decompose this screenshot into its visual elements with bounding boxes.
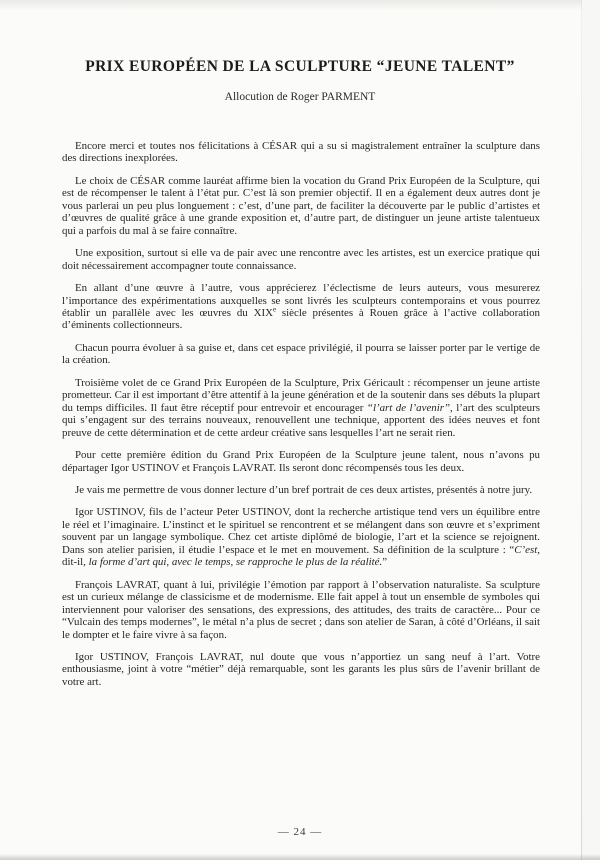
paragraph-segment: En allant d’une œuvre à l’autre, vous apprécierez l’éclectisme de leurs auteurs, vous mesurerez l’importance des expérimentations auxquelles se sont livrés les sculpteurs contemporains et vous pourrez établir un parallèle avec les œuvres du XIX bbox=[62, 282, 540, 319]
scan-right-margin bbox=[582, 0, 600, 860]
paragraph-segment: C’est bbox=[514, 543, 538, 556]
paragraph-segment: Troisième volet de ce Grand Prix Européen de la Sculpture, Prix Géricault : récompenser un jeune artiste prometteur. Car il est important d’être attentif à la jeune génération et de la soutenir dans ses débuts la plupart du temps difficiles. Il faut être réceptif pour entrevoir et encourager bbox=[62, 376, 540, 414]
paragraph-segment: “l’art de l’avenir” bbox=[366, 401, 451, 414]
paragraph-segment: ” bbox=[382, 556, 388, 569]
paragraph bbox=[62, 175, 540, 237]
paragraph-segment: Le choix de CÉSAR comme lauréat affirme bien la vocation du Grand Prix Européen de la Sculpture, qui est de récompenser le talent à l’état pur. C’est là son premier objectif. Il en a également deux autres dont je vous parlerai un peu plus longuement : c’est, d’une part, de faciliter la découverte par le public d’artistes et d’œuvres de qualité grâce à une grande exposition et, d’autre part, de distinguer un jeune artiste talentueux qui a parfois du mal à se faire connaître. bbox=[62, 174, 540, 237]
paragraph bbox=[62, 377, 540, 439]
page-edge-line bbox=[581, 0, 582, 860]
paragraph bbox=[62, 449, 540, 474]
paragraph-segment: la forme d’art qui, avec le temps, se rapproche le plus de la réalité. bbox=[88, 556, 383, 569]
document-body bbox=[62, 140, 540, 688]
paragraph bbox=[62, 651, 540, 688]
paragraph bbox=[62, 506, 540, 568]
paragraph bbox=[62, 579, 540, 641]
scan-bottom-shadow bbox=[0, 854, 600, 860]
paragraph-segment: Je vais me permettre de vous donner lecture d’un bref portrait de ces deux artistes, présentés à notre jury. bbox=[75, 483, 533, 496]
paragraph-segment: Pour cette première édition du Grand Prix Européen de la Sculpture jeune talent, nous n’avons pu départager Igor USTINOV et François LAVRAT. Ils seront donc récompensés tous les deux. bbox=[62, 449, 540, 474]
paragraph-segment: Chacun pourra évoluer à sa guise et, dans cet espace privilégié, il pourra se laisser porter par le vertige de la création. bbox=[62, 341, 540, 367]
paragraph-segment: Igor USTINOV, fils de l’acteur Peter USTINOV, dont la recherche artistique tend vers un équilibre entre le réel et l’imaginaire. L’instinct et le spirituel se rencontrent et se mélangent dans son œuvre et s’expriment souvent par un langage symbolique. Chez cet artiste diplômé de biologie, l’art et la science se rejoignent. Dans son atelier parisien, il étudie l’espace et le met en mouvement. Sa définition de la sculpture : “ bbox=[62, 506, 540, 556]
paragraph-segment: François LAVRAT, quant à lui, privilégie l’émotion par rapport à l’observation naturaliste. Sa sculpture est un curieux mélange de classicisme et de modernisme. Elle fait appel à tout un ensemble de symboles qui interviennent pour valoriser des sensations, des expressions, des attitudes, des traits de caractère... Pour ce “Vulcain des temps modernes”, le métal n’a plus de secret ; dans son atelier de Saran, à côté d’Orléans, il sait le dompter et le faire vivre à sa façon. bbox=[62, 578, 540, 641]
document-title: PRIX EUROPÉEN DE LA SCULPTURE “JEUNE TALENT” bbox=[85, 58, 515, 75]
paragraph-segment: , dit-il, bbox=[62, 543, 540, 569]
paragraph-segment: , l’art des sculpteurs qui s’engagent sur des terrains nouveaux, renouvellent une technique, apportent des idées neuves et font preuve de cette détermination et de cette ardeur créative sans lesquelles l’art ne serait rien. bbox=[62, 401, 540, 439]
paragraph bbox=[62, 140, 540, 165]
page-number: — 24 — bbox=[277, 826, 323, 838]
paragraph-segment: Igor USTINOV, François LAVRAT, nul doute que vous n’apportiez un sang neuf à l’art. Votre enthousiasme, joint à votre “métier” déjà remarquable, sont les garants les plus sûrs de l’avenir brillant de votre art. bbox=[62, 650, 540, 688]
paragraph-segment: e bbox=[272, 305, 277, 314]
paragraph bbox=[62, 342, 540, 367]
paragraph bbox=[62, 247, 540, 272]
document-subtitle: Allocution de Roger PARMENT bbox=[224, 91, 376, 103]
paragraph bbox=[62, 282, 540, 332]
paragraph-segment: Une exposition, surtout si elle va de pair avec une rencontre avec les artistes, est un exercice pratique qui doit nécessairement accompagner toute connaissance. bbox=[62, 247, 540, 272]
paragraph-segment: siècle présentes à Rouen grâce à l’active collaboration d’éminents collectionneurs. bbox=[62, 306, 540, 332]
paragraph bbox=[62, 484, 540, 496]
paragraph-segment: Encore merci et toutes nos félicitations à CÉSAR qui a su si magistralement entraîner la sculpture dans des directions inexplorées. bbox=[62, 140, 540, 165]
